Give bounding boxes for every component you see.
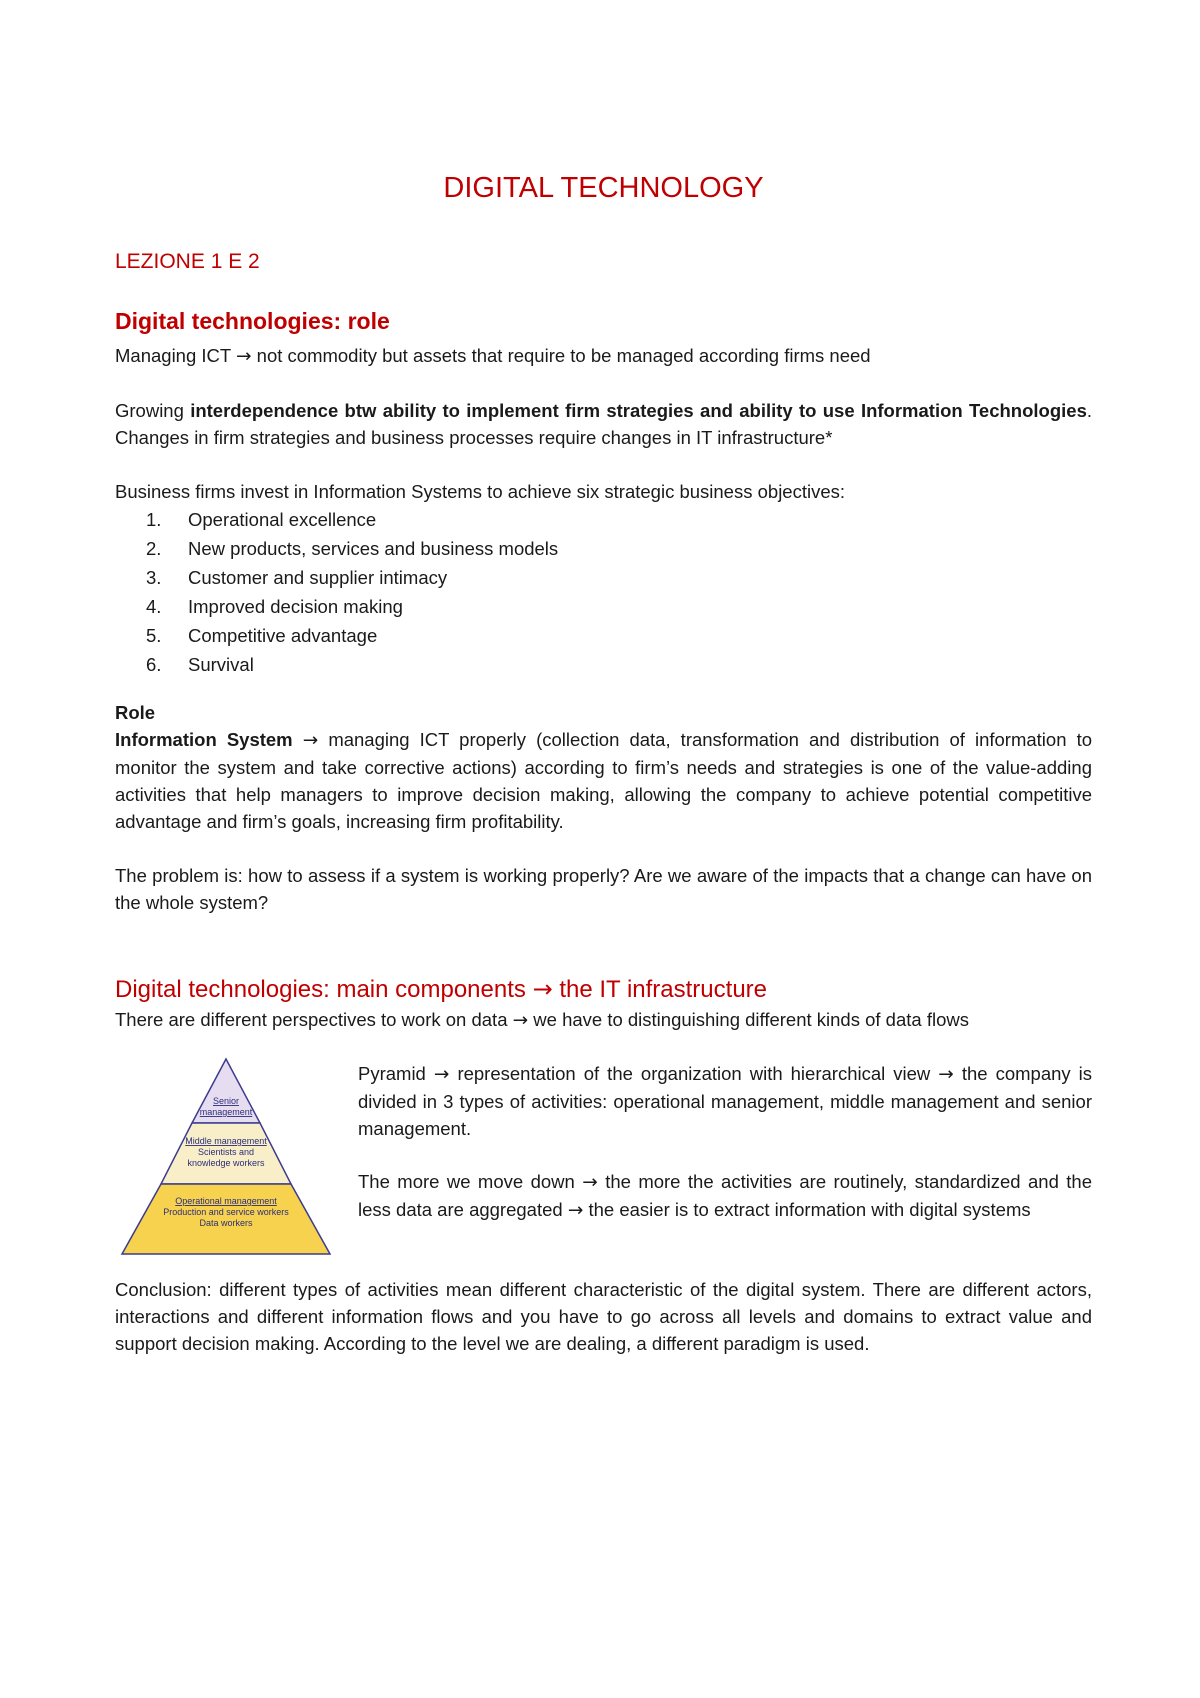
perspectives-suffix: we have to distinguishing different kinds of data flows: [533, 1009, 969, 1030]
list-item-text: New products, services and business models: [188, 538, 559, 559]
list-item-number: 1.: [146, 509, 162, 530]
list-item-text: Customer and supplier intimacy: [188, 567, 448, 588]
pyramid-p1-b: representation of the organization with hierarchical view: [457, 1063, 931, 1084]
pyramid-middle-label-2: Scientists and: [197, 1147, 255, 1157]
pyramid-description-paragraph: [358, 1060, 1092, 1142]
perspectives-prefix: There are different perspectives to work on data: [115, 1009, 508, 1030]
pyramid-senior-label-1: Senior: [212, 1096, 240, 1106]
right-arrow-icon: →: [302, 730, 319, 751]
pyramid-senior-label-2: management: [199, 1107, 253, 1117]
right-arrow-icon: →: [567, 1200, 584, 1221]
pyramid-operational-label-1: Operational management: [175, 1196, 277, 1206]
managing-ict-rest: not commodity but assets that require to be managed according firms need: [256, 345, 871, 366]
growing-bold-text: interdependence btw ability to implement firm strategies and ability to use Information Technologies: [190, 400, 1087, 421]
pyramid-middle-label-3: knowledge workers: [187, 1158, 265, 1168]
document-title: DIGITAL TECHNOLOGY: [443, 172, 764, 204]
pyramid-p1-c: the company is divided in 3 types of activities: operational management, middle management and senior management.: [358, 1063, 1093, 1139]
list-item-number: 3.: [146, 567, 162, 588]
managing-ict-prefix: Managing ICT: [115, 345, 231, 366]
objectives-intro: Business firms invest in Information Systems to achieve six strategic business objectives:: [115, 481, 846, 502]
pyramid-operational-label-2: Production and service workers: [163, 1207, 289, 1217]
lesson-label: LEZIONE 1 E 2: [115, 250, 260, 273]
perspectives-line: [115, 1006, 1092, 1034]
pyramid-middle-label-1: Middle management: [185, 1136, 267, 1146]
aggregation-paragraph: [358, 1168, 1092, 1224]
role-subheading: Role: [115, 702, 156, 723]
section-heading-components: [115, 973, 767, 1006]
pyramid-p1-a: Pyramid: [358, 1063, 426, 1084]
pyramid-operational-label-3: Data workers: [199, 1218, 253, 1228]
components-heading-prefix: Digital technologies: main components: [115, 976, 526, 1003]
problem-paragraph: The problem is: how to assess if a system is working properly? Are we aware of the impacts that a change can have on the whole system?: [115, 865, 1092, 913]
right-arrow-icon: →: [532, 975, 553, 1003]
managing-ict-line: [115, 342, 1092, 370]
list-item-text: Survival: [188, 654, 254, 675]
growing-rest: . Changes in firm strategies and business processes require changes in IT infrastructure*: [115, 400, 1093, 448]
list-item: [115, 650, 558, 679]
list-item-number: 4.: [146, 596, 162, 617]
conclusion-paragraph: Conclusion: different types of activities mean different characteristic of the digital system. There are different actors, interactions and different information flows and you have to go across all levels and domains to extract value and support decision making. According to the level we are dealing, a different paradigm is used.: [115, 1279, 1092, 1354]
list-item: [115, 592, 558, 621]
right-arrow-icon: →: [582, 1172, 598, 1193]
list-item-number: 2.: [146, 538, 162, 559]
list-item-text: Improved decision making: [188, 596, 403, 617]
section-heading-role: Digital technologies: role: [115, 308, 390, 334]
list-item-number: 6.: [146, 654, 162, 675]
list-item: [115, 563, 558, 592]
pyramid-p2-b: the more the activities are routinely, standardized and the less data are aggregated: [358, 1171, 1093, 1220]
list-item: [115, 621, 558, 650]
list-item-number: 5.: [146, 625, 162, 646]
right-arrow-icon: →: [938, 1064, 954, 1085]
information-system-prefix: Information System: [115, 729, 293, 750]
pyramid-p2-a: The more we move down: [358, 1171, 575, 1192]
information-system-paragraph: [115, 726, 1092, 835]
right-arrow-icon: →: [236, 346, 252, 367]
information-system-rest: managing ICT properly (collection data, transformation and distribution of information to monitor the system and take corrective actions) according to firm’s needs and strategies is one of the value-adding activities that help managers to improve decision making, allowing the company to achieve potential competitive advantage and firm’s goals, increasing firm profitability.: [115, 729, 1093, 832]
growing-paragraph: [115, 397, 1092, 451]
organization-pyramid-diagram: [119, 1057, 334, 1257]
list-item: [115, 534, 558, 563]
list-item: [115, 505, 558, 534]
growing-prefix: Growing: [115, 400, 184, 421]
list-item-text: Operational excellence: [188, 509, 377, 530]
components-heading-suffix: the IT infrastructure: [559, 976, 768, 1003]
right-arrow-icon: →: [512, 1010, 529, 1031]
pyramid-p2-c: the easier is to extract information with digital systems: [588, 1199, 1031, 1220]
list-item-text: Competitive advantage: [188, 625, 378, 646]
objectives-list: [115, 505, 558, 679]
right-arrow-icon: →: [433, 1064, 450, 1085]
